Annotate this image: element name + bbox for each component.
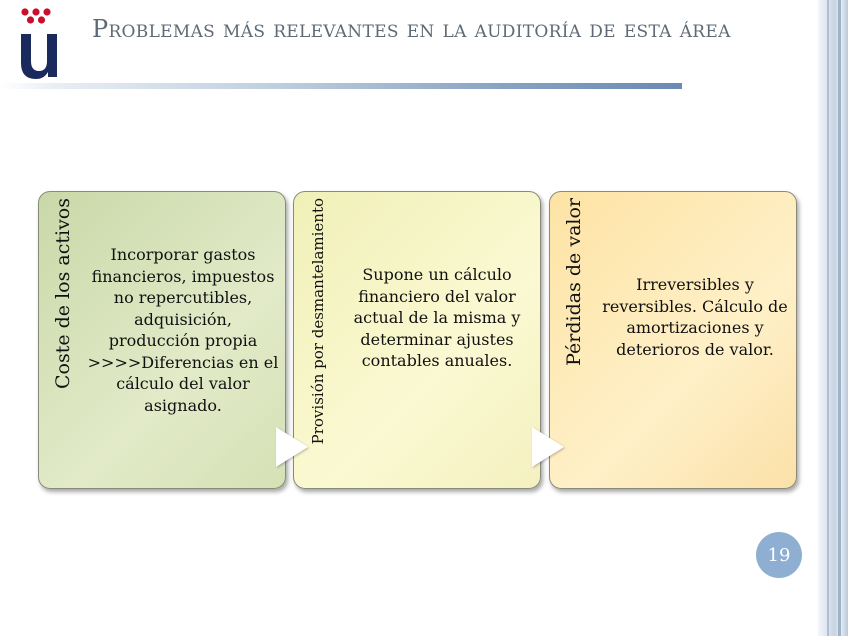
chevron-right-icon	[532, 427, 564, 467]
process-box-coste	[38, 191, 286, 489]
page-number-badge: 19	[756, 532, 802, 578]
box-text: Irreversibles y reversibles. Cálculo de amortizaciones y deterioros de valor.	[602, 275, 788, 359]
title-underline	[0, 83, 682, 89]
box-label: Pérdidas de valor	[563, 198, 585, 366]
process-box-provision	[293, 191, 541, 489]
process-box-perdidas	[549, 191, 797, 489]
slide-right-border	[818, 0, 848, 636]
box-label: Provisión por desmantelamiento	[308, 198, 327, 445]
box-text: Incorporar gastos financieros, impuestos no repercutibles, adquisición, producción propia >>>>Diferencias en el cálculo del valor asignado.	[87, 245, 279, 415]
box-label: Coste de los activos	[52, 198, 74, 390]
box-label-container	[43, 198, 83, 484]
slide-title: Problemas más relevantes en la auditoría de esta área	[92, 15, 731, 43]
university-logo-icon	[18, 5, 64, 81]
box-text: Supone un cálculo financiero del valor actual de la misma y determinar ajustes contables anuales.	[353, 265, 521, 370]
chevron-right-icon	[276, 427, 308, 467]
